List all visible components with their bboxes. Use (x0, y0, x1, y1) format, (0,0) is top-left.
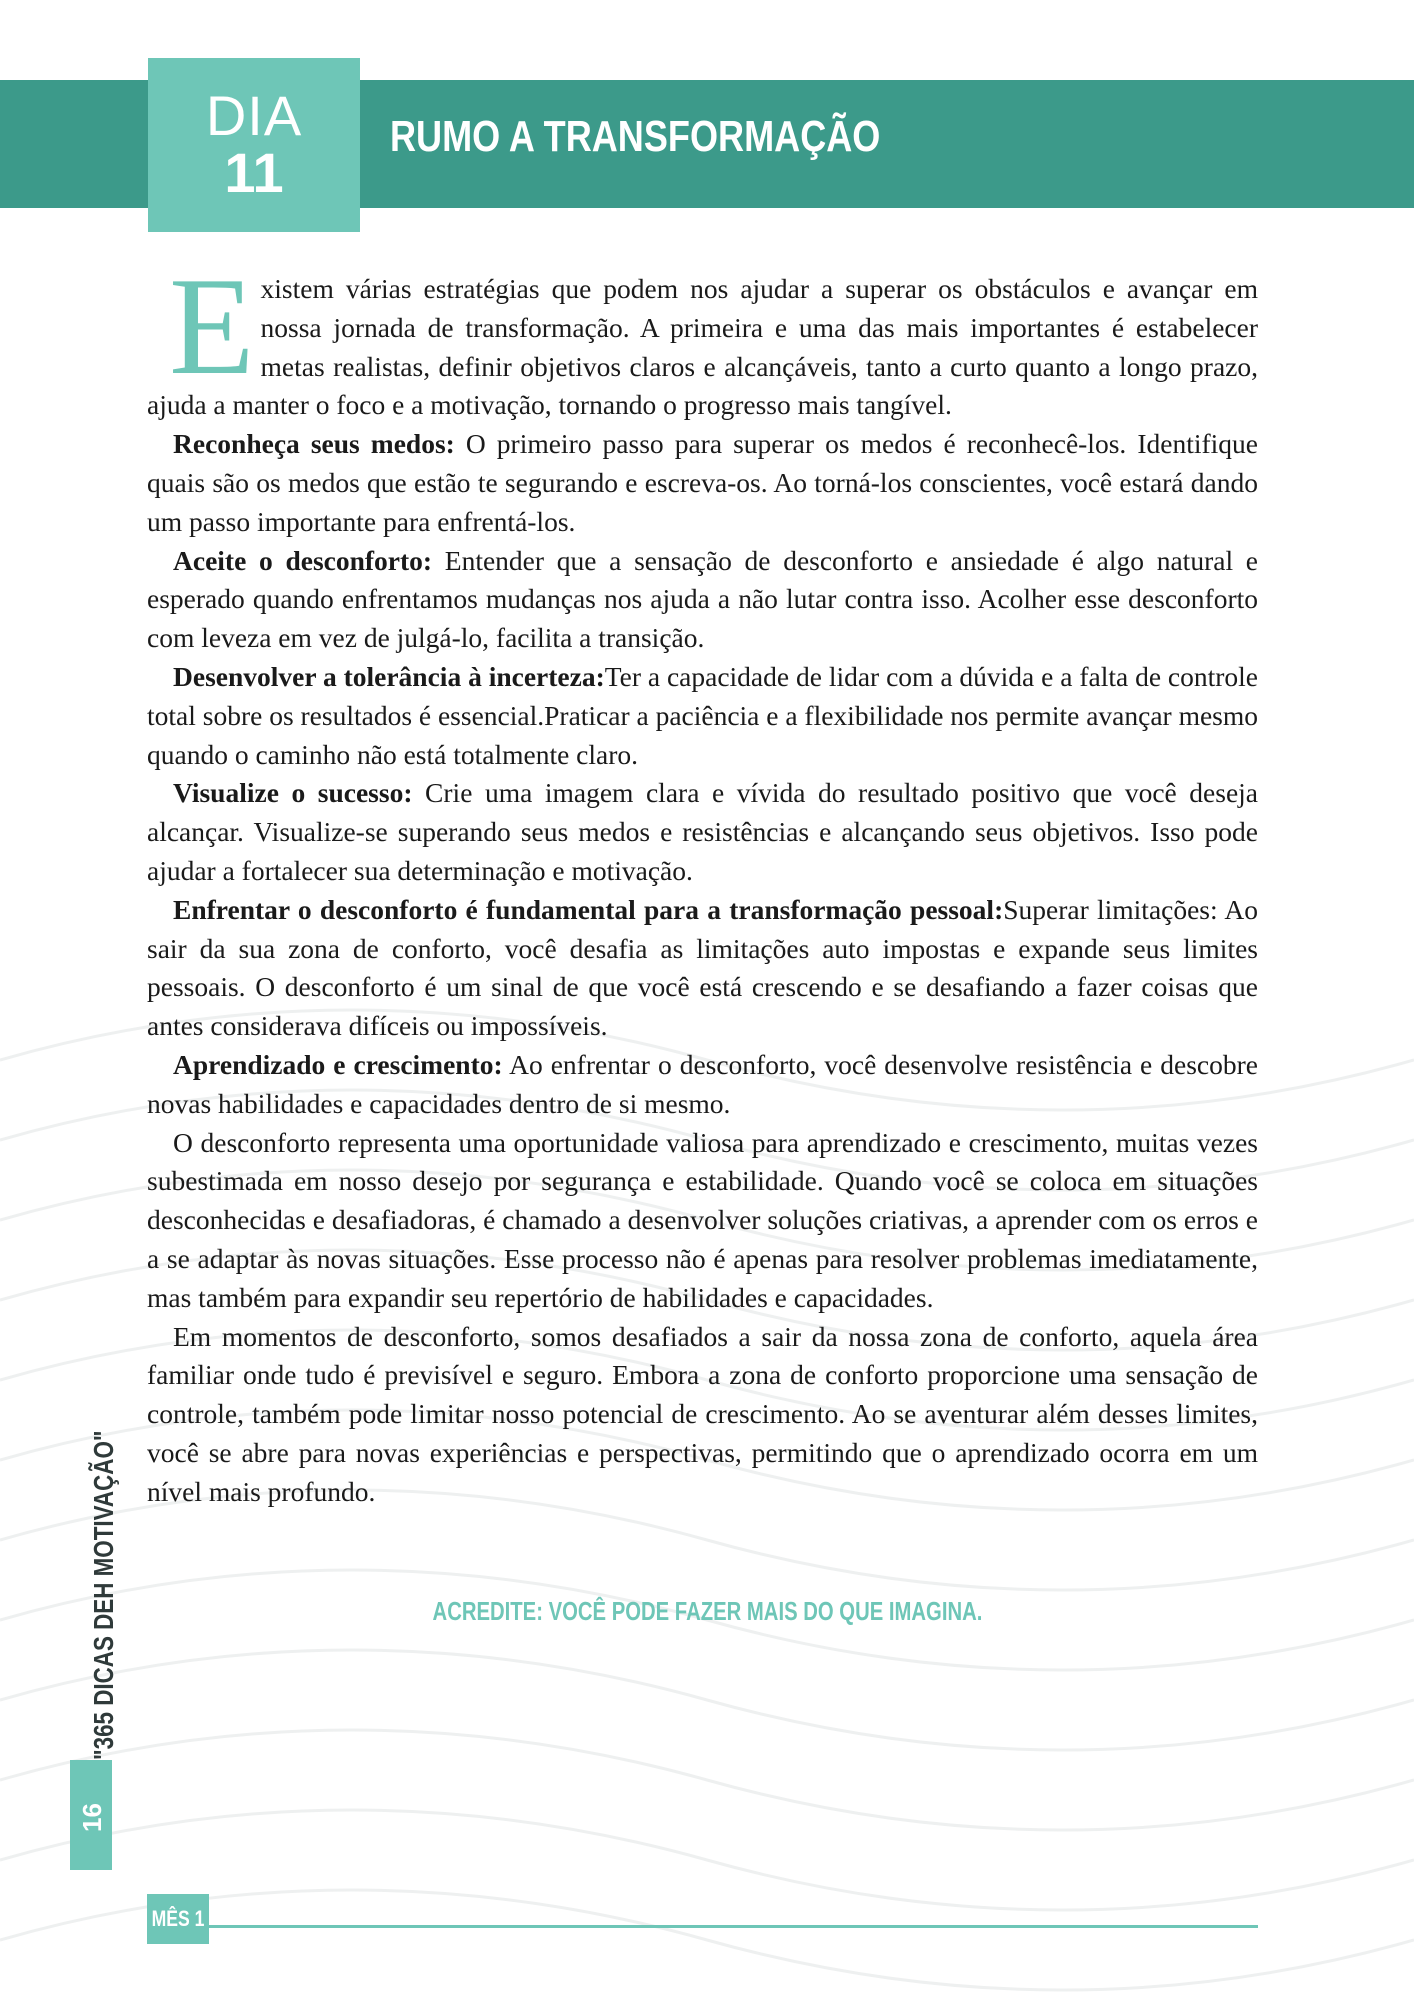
month-tab (147, 1894, 209, 1944)
chapter-title: RUMO A TRANSFORMAÇÃO (390, 112, 881, 161)
section-paragraph (147, 542, 1258, 658)
section-text: O primeiro passo para superar os medos é reconhecê-los. Identifique quais são os medos que estão te segurando e escreva-os. Ao torná-los conscientes, você estará dando um passo importante para enfrentá-los. (147, 428, 1258, 537)
intro-text: xistem várias estratégias que podem nos ajudar a superar os obstáculos e avançar em nossa jornada de transformação. A primeira e uma das mais importantes é estabelecer metas realistas, definir objetivos claros e alcançáveis, tanto a curto quanto a longo prazo, ajuda a manter o foco e a motivação, tornando o progresso mais tangível. (147, 273, 1258, 421)
section-heading: Reconheça seus medos: (173, 428, 455, 460)
body-paragraph: O desconforto representa uma oportunidade valiosa para aprendizado e crescimento, muitas vezes subestimada em nosso desejo por segurança e estabilidade. Quando você se coloca em situações desconhecidas e desafiadoras, é chamado a desenvolver soluções criativas, a aprender com os erros e a se adaptar às novas situações. Esse processo não é apenas para resolver problemas imediatamente, mas também para expandir seu repertório de habilidades e capacidades. (147, 1126, 1258, 1313)
section-text: Ao enfrentar o desconforto, você desenvolve resistência e descobre novas habilidades e capacidades dentro de si mesmo. (147, 1048, 1258, 1119)
section-paragraph (147, 425, 1258, 541)
day-badge (148, 58, 360, 232)
section-text: Entender que a sensação de desconforto e ansiedade é algo natural e esperado quando enfrentamos mudanças nos ajuda a não lutar contra isso. Acolher esse desconforto com leveza em vez de julgá-lo, facilita a transição. (147, 544, 1258, 654)
page-number: 16 (77, 1803, 107, 1832)
body-paragraph: Em momentos de desconforto, somos desafiados a sair da nossa zona de conforto, aquela área familiar onde tudo é previsível e seguro. Embora a zona de conforto proporcione uma sensação de controle, também pode limitar nosso potencial de crescimento. Ao se aventurar além desses limites, você se abre para novas experiências e perspectivas, permitindo que o aprendizado ocorra em um nível mais profundo. (147, 1320, 1258, 1507)
footer-divider (209, 1925, 1258, 1928)
section-heading: Enfrentar o desconforto é fundamental para a transformação pessoal: (173, 893, 1004, 925)
section-paragraph (147, 658, 1258, 774)
section-text: Crie uma imagem clara e vívida do resultado positivo que você deseja alcançar. Visualize-se superando seus medos e resistências e alcançando seus objetivos. Isso pode ajudar a fortalecer sua determinação e motivação. (147, 777, 1259, 886)
section-text: Ter a capacidade de lidar com a dúvida e a falta de controle total sobre os resultados é essencial.Praticar a paciência e a flexibilidade nos permite avançar mesmo quando o caminho não está totalmente claro. (147, 660, 1259, 770)
article-body (147, 249, 1259, 1512)
section-text: Superar limitações: Ao sair da sua zona de conforto, você desafia as limitações auto impostas e expande seus limites pessoais. O desconforto é um sinal de que você está crescendo e se desafiando a fazer coisas que antes considerava difíceis ou impossíveis. (147, 893, 1258, 1042)
section-paragraph (147, 774, 1258, 890)
section-heading: Aceite o desconforto: (173, 544, 433, 576)
section-heading: Aprendizado e crescimento: (173, 1048, 503, 1080)
section-heading: Visualize o sucesso: (173, 777, 413, 809)
section-paragraph (147, 1046, 1258, 1124)
closing-quote-text: ACREDITE: VOCÊ PODE FAZER MAIS DO QUE IMAGINA. (432, 1596, 982, 1626)
closing-quote (0, 1596, 1414, 1627)
book-title-text: "365 DICAS DEH MOTIVAÇÃO" (88, 1430, 119, 1760)
day-label: DIA (205, 84, 303, 147)
section-paragraph (147, 891, 1258, 1046)
section-heading: Desenvolver a tolerância à incerteza: (173, 660, 605, 692)
day-number: 11 (224, 141, 284, 204)
drop-cap: E (169, 249, 255, 404)
intro-paragraph (147, 249, 1258, 425)
month-label: MÊS 1 (151, 1906, 205, 1931)
book-title-vertical (88, 1348, 120, 1760)
